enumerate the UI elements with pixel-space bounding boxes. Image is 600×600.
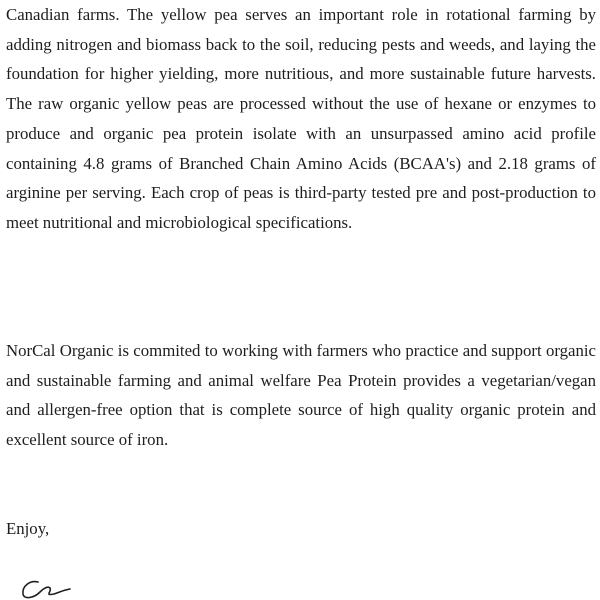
handwritten-signature [14,576,74,600]
paragraph-text: Canadian farms. The yellow pea serves an important role in rotational farming by adding nitrogen and biomass back to the soil, reducing pests and weeds, and laying the foundation for higher yielding, more nutritious, and more sustainable future harvests. The raw organic yellow peas are processed without the use of hexane or enzymes to produce and organic pea protein isolate with an unsurpassed amino acid profile containing 4.8 grams of Branched Chain Amino Acids (BCAA's) and 2.18 grams of arginine per serving. Each crop of peas is third-party tested pre and post-production to meet nutritional and microbiological specifications. [6,5,596,232]
paragraph-text: NorCal Organic is commited to working with farmers who practice and support organic and sustainable farming and animal welfare Pea Protein provides a vegetarian/vegan and allergen-free option that is complete source of high quality organic protein and excellent source of iron. [6,341,596,450]
paragraph-pea-processing [6,0,596,238]
closing-salutation: Enjoy, [6,519,50,538]
paragraph-norcal-commitment [6,336,596,455]
